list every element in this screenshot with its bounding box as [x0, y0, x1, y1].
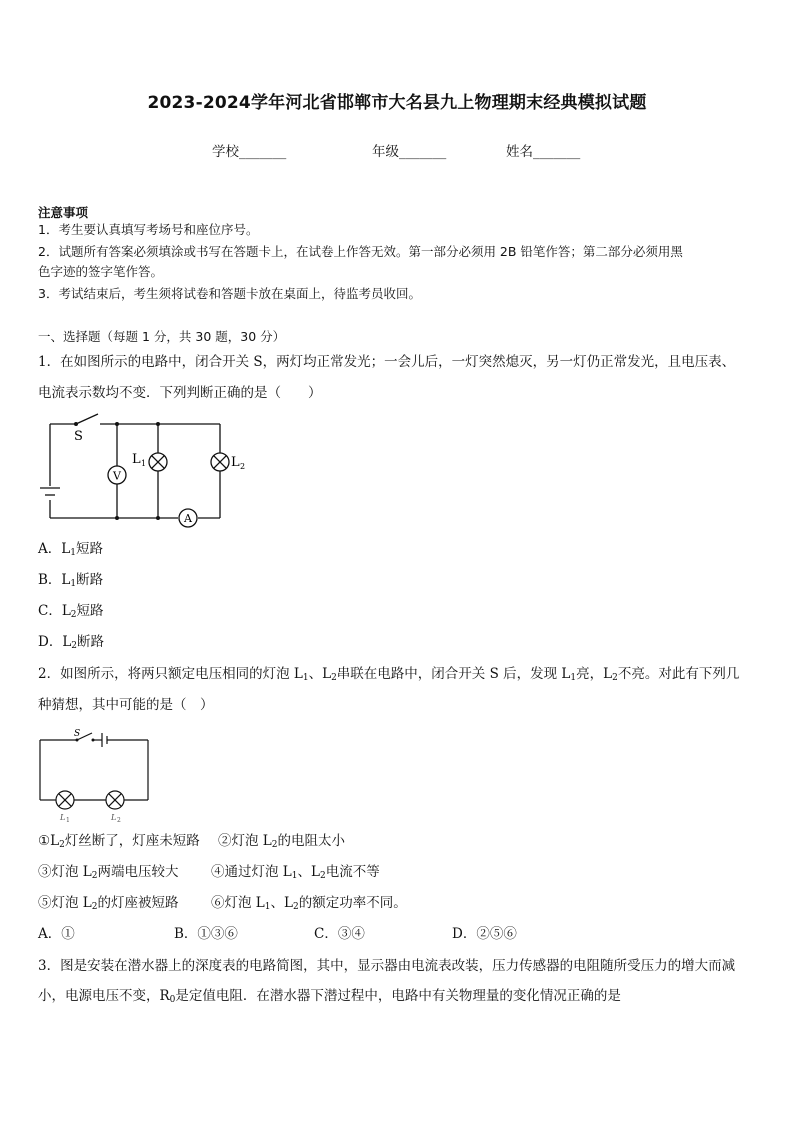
notice-item-2b: 色字迹的签字笔作答。 [38, 264, 164, 279]
q1-option-a[interactable]: A．$L_1$短路 [38, 541, 103, 558]
q2-l2-label: L [111, 813, 117, 822]
notice-heading: 注意事项 [38, 205, 89, 220]
section-heading: 一、选择题（每题 1 分，共 30 题，30 分） [38, 329, 286, 344]
q2-option-c[interactable]: C．③④ [314, 926, 365, 942]
q2-l1-label: L [60, 813, 66, 822]
grade-field: 年级_______ [372, 144, 447, 160]
q2-text-line2: 种猜想，其中可能的是（ ） [38, 697, 214, 713]
q1-option-c[interactable]: C．$L_2$短路 [38, 603, 104, 620]
lamp-l2-sub: 2 [240, 462, 246, 471]
q1-option-b[interactable]: B．$L_1$断路 [38, 572, 104, 589]
lamp-l1-sub: 1 [141, 459, 147, 468]
notice-item-2a: 2．试题所有答案必须填涂或书写在答题卡上，在试卷上作答无效。第一部分必须用 2B 铅笔作答；第二部分必须用黑 [38, 244, 683, 259]
q2-guess-3: ③灯泡 $L_2$两端电压较大 [38, 864, 179, 881]
q1-text-line2: 电流表示数均不变．下列判断正确的是（ ） [38, 385, 322, 401]
q2-option-b[interactable]: B．①③⑥ [174, 926, 238, 942]
q3-text-line1: 3．图是安装在潜水器上的深度表的电路简图，其中，显示器由电流表改装，压力传感器的电阻随所受压力的增大而减 [38, 958, 736, 974]
q2-guess-4: ④通过灯泡 $L_1$、$L_2$电流不等 [211, 864, 380, 881]
q1-circuit-diagram [40, 410, 260, 530]
q2-l1-sub: 1 [66, 817, 70, 824]
q2-guess-5: ⑤灯泡 $L_2$的灯座被短路 [38, 895, 179, 912]
notice-item-1: 1．考生要认真填写考场号和座位序号。 [38, 222, 259, 237]
q3-text-line2: 小，电源电压不变，$R_0$是定值电阻．在潜水器下潜过程中，电路中有关物理量的变化情况正确的是 [38, 988, 621, 1005]
q1-option-d[interactable]: D．$L_2$断路 [38, 634, 105, 651]
q2-guess-1: $①L_2$灯丝断了，灯座未短路 [38, 833, 200, 850]
q2-guess-6: ⑥灯泡 $L_1$、$L_2$的额定功率不同。 [211, 895, 407, 912]
q2-circuit-diagram [34, 726, 154, 824]
school-field: 学校_______ [212, 144, 287, 160]
switch-label: S [74, 429, 83, 444]
q1-text-line1: 1．在如图所示的电路中，闭合开关 S，两灯均正常发光；一会儿后，一灯突然熄灭，另一灯仍正常发光，且电压表、 [38, 354, 736, 370]
page-title: 2023-2024学年河北省邯郸市大名县九上物理期末经典模拟试题 [147, 93, 647, 113]
notice-item-3: 3．考试结束后，考生须将试卷和答题卡放在桌面上，待监考员收回。 [38, 286, 421, 301]
ammeter-label: A [184, 512, 192, 525]
voltmeter-label: V [113, 469, 121, 483]
lamp-l2-label: L [231, 455, 240, 470]
q2-l2-sub: 2 [117, 817, 121, 824]
q2-switch-label: S [74, 729, 81, 739]
q2-guess-2: ②灯泡 $L_2$的电阻太小 [218, 833, 345, 850]
q2-option-a[interactable]: A．① [38, 926, 75, 942]
q2-option-d[interactable]: D．②⑤⑥ [452, 926, 517, 942]
name-field: 姓名_______ [506, 144, 581, 160]
lamp-l1-label: L [132, 452, 141, 467]
q2-text-line1: 2．如图所示，将两只额定电压相同的灯泡 $L_1$、$L_2$串联在电路中，闭合开关 S 后，发现 $L_1$亮，$L_2$不亮。对此有下列几 [38, 666, 740, 683]
